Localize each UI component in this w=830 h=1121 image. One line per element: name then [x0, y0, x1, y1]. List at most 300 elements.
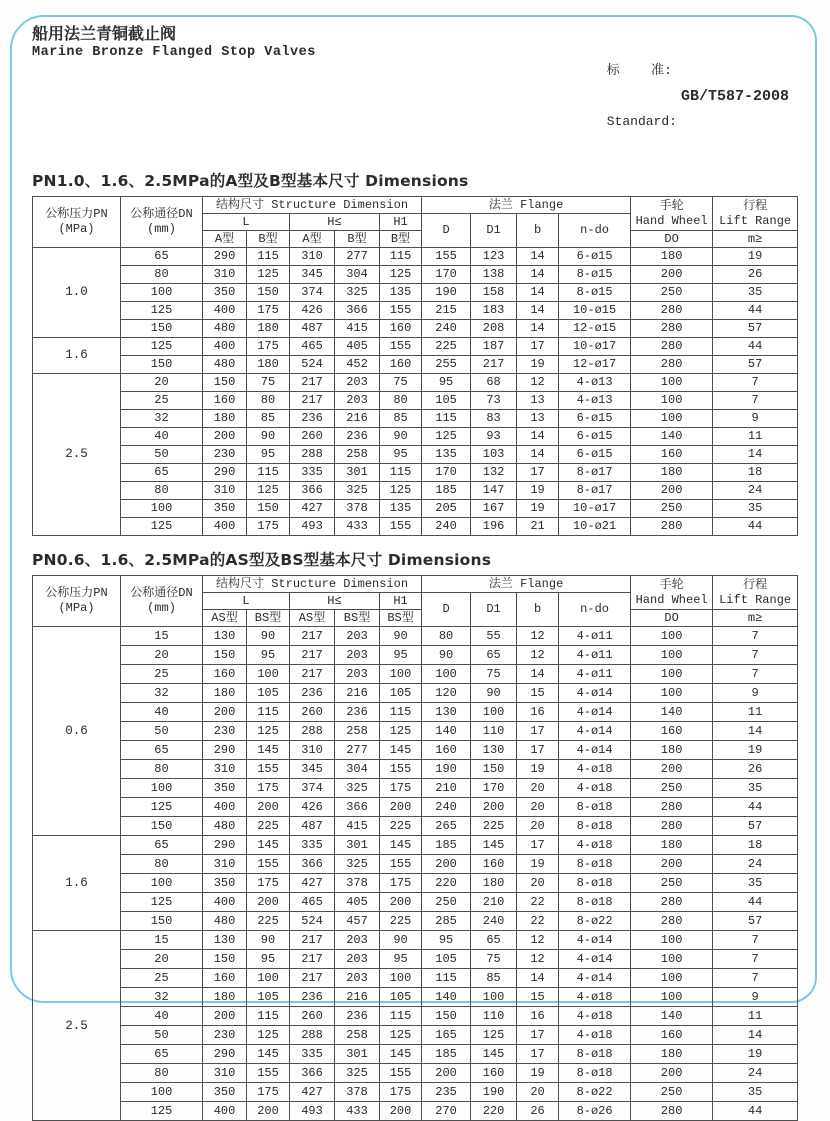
value-cell: 250 — [631, 284, 713, 302]
value-cell: 236 — [290, 988, 335, 1007]
value-cell: 115 — [380, 1007, 422, 1026]
value-cell: 22 — [517, 893, 559, 912]
value-cell: 115 — [422, 969, 471, 988]
col-header-handwheel: 手轮 Hand Wheel — [631, 576, 713, 610]
value-cell: 17 — [517, 1026, 559, 1045]
value-cell: 203 — [335, 392, 380, 410]
value-cell: 175 — [247, 1083, 290, 1102]
value-cell: 14 — [713, 722, 798, 741]
value-cell: 10-ø17 — [559, 338, 631, 356]
value-cell: 95 — [380, 446, 422, 464]
value-cell: 90 — [247, 627, 290, 646]
value-cell: 100 — [422, 665, 471, 684]
value-cell: 7 — [713, 374, 798, 392]
value-cell: 21 — [517, 518, 559, 536]
value-cell: 236 — [290, 410, 335, 428]
value-cell: 57 — [713, 912, 798, 931]
section-title-asbs: PN0.6、1.6、2.5MPa的AS型及BS型基本尺寸 Dimensions — [32, 551, 492, 569]
value-cell: 250 — [422, 893, 471, 912]
value-cell: 8-ø18 — [559, 855, 631, 874]
value-cell: 132 — [471, 464, 517, 482]
value-cell: 16 — [517, 1007, 559, 1026]
value-cell: 480 — [203, 356, 247, 374]
value-cell: 44 — [713, 518, 798, 536]
value-cell: 12 — [517, 627, 559, 646]
value-cell: 196 — [471, 518, 517, 536]
value-cell: 8-ø17 — [559, 482, 631, 500]
value-cell: 95 — [380, 950, 422, 969]
value-cell: 15 — [517, 988, 559, 1007]
dimensions-table-ab — [32, 196, 798, 536]
value-cell: 14 — [517, 248, 559, 266]
table-row — [33, 446, 798, 464]
value-cell: 290 — [203, 248, 247, 266]
value-cell: 19 — [517, 855, 559, 874]
value-cell: 240 — [422, 320, 471, 338]
value-cell: 304 — [335, 760, 380, 779]
doc-title-zh: 船用法兰青铜截止阀 — [32, 24, 177, 43]
value-cell: 4-ø14 — [559, 741, 631, 760]
value-cell: 480 — [203, 912, 247, 931]
value-cell: 175 — [247, 874, 290, 893]
value-cell: 35 — [713, 874, 798, 893]
value-cell: 8-ø15 — [559, 284, 631, 302]
value-cell: 180 — [631, 464, 713, 482]
value-cell: 200 — [380, 798, 422, 817]
value-cell: 415 — [335, 817, 380, 836]
table-body — [33, 248, 798, 536]
value-cell: 190 — [422, 760, 471, 779]
value-cell: 13 — [517, 392, 559, 410]
value-cell: 427 — [290, 1083, 335, 1102]
value-cell: 217 — [290, 931, 335, 950]
dn-cell: 65 — [121, 248, 203, 266]
value-cell: 35 — [713, 779, 798, 798]
value-cell: 10-ø21 — [559, 518, 631, 536]
value-cell: 35 — [713, 1083, 798, 1102]
value-cell: 100 — [631, 646, 713, 665]
table-row — [33, 248, 798, 266]
value-cell: 10-ø15 — [559, 302, 631, 320]
dn-cell: 40 — [121, 428, 203, 446]
value-cell: 180 — [203, 988, 247, 1007]
value-cell: 95 — [247, 950, 290, 969]
value-cell: 115 — [247, 703, 290, 722]
value-cell: 155 — [247, 1064, 290, 1083]
value-cell: 217 — [290, 950, 335, 969]
col-header-ndo: n-do — [559, 214, 631, 248]
value-cell: 90 — [380, 931, 422, 950]
col-header-structure: 结构尺寸 Structure Dimension — [203, 576, 422, 593]
col-header-flange: 法兰 Flange — [422, 197, 631, 214]
value-cell: 150 — [203, 646, 247, 665]
value-cell: 18 — [713, 836, 798, 855]
value-cell: 175 — [380, 874, 422, 893]
value-cell: 100 — [247, 969, 290, 988]
value-cell: 14 — [517, 320, 559, 338]
value-cell: 250 — [631, 779, 713, 798]
value-cell: 68 — [471, 374, 517, 392]
value-cell: 290 — [203, 1045, 247, 1064]
value-cell: 6-ø15 — [559, 428, 631, 446]
value-cell: 145 — [380, 1045, 422, 1064]
standard-label-zh: 标 准: — [606, 63, 672, 78]
value-cell: 240 — [471, 912, 517, 931]
dn-cell: 150 — [121, 356, 203, 374]
value-cell: 85 — [471, 969, 517, 988]
table-row — [33, 338, 798, 356]
col-header-lift: 行程 Lift Range — [713, 197, 798, 231]
value-cell: 17 — [517, 338, 559, 356]
dn-cell: 50 — [121, 1026, 203, 1045]
value-cell: 14 — [517, 446, 559, 464]
dn-cell: 32 — [121, 684, 203, 703]
value-cell: 44 — [713, 1102, 798, 1121]
value-cell: 85 — [380, 410, 422, 428]
value-cell: 155 — [380, 338, 422, 356]
table-row — [33, 912, 798, 931]
col-header-handwheel-do: DO — [631, 610, 713, 627]
value-cell: 12-ø17 — [559, 356, 631, 374]
table-row — [33, 266, 798, 284]
col-header-type-a: A型 — [203, 231, 247, 248]
value-cell: 4-ø11 — [559, 665, 631, 684]
value-cell: 301 — [335, 464, 380, 482]
value-cell: 4-ø14 — [559, 703, 631, 722]
value-cell: 236 — [335, 1007, 380, 1026]
value-cell: 57 — [713, 320, 798, 338]
value-cell: 6-ø15 — [559, 410, 631, 428]
value-cell: 200 — [203, 428, 247, 446]
dn-cell: 25 — [121, 392, 203, 410]
value-cell: 125 — [247, 266, 290, 284]
value-cell: 24 — [713, 1064, 798, 1083]
value-cell: 123 — [471, 248, 517, 266]
value-cell: 258 — [335, 722, 380, 741]
pn-group-cell: 1.6 — [33, 836, 121, 931]
value-cell: 6-ø15 — [559, 446, 631, 464]
value-cell: 4-ø14 — [559, 969, 631, 988]
value-cell: 260 — [290, 703, 335, 722]
value-cell: 10-ø17 — [559, 500, 631, 518]
value-cell: 180 — [247, 356, 290, 374]
table-row — [33, 356, 798, 374]
value-cell: 170 — [471, 779, 517, 798]
table-row — [33, 665, 798, 684]
col-header-H1: H1 — [380, 214, 422, 231]
value-cell: 427 — [290, 874, 335, 893]
value-cell: 24 — [713, 855, 798, 874]
col-header-handwheel-do: DO — [631, 231, 713, 248]
col-header-type-a: AS型 — [290, 610, 335, 627]
dn-cell: 65 — [121, 464, 203, 482]
value-cell: 325 — [335, 855, 380, 874]
value-cell: 135 — [380, 500, 422, 518]
value-cell: 200 — [247, 893, 290, 912]
value-cell: 325 — [335, 779, 380, 798]
col-header-D1: D1 — [471, 214, 517, 248]
value-cell: 85 — [247, 410, 290, 428]
value-cell: 20 — [517, 779, 559, 798]
value-cell: 44 — [713, 338, 798, 356]
value-cell: 155 — [380, 855, 422, 874]
value-cell: 20 — [517, 817, 559, 836]
value-cell: 433 — [335, 1102, 380, 1121]
value-cell: 524 — [290, 356, 335, 374]
value-cell: 236 — [335, 428, 380, 446]
value-cell: 200 — [631, 266, 713, 284]
value-cell: 190 — [471, 1083, 517, 1102]
table-header — [33, 576, 798, 627]
value-cell: 65 — [471, 646, 517, 665]
value-cell: 405 — [335, 893, 380, 912]
value-cell: 203 — [335, 969, 380, 988]
value-cell: 95 — [422, 374, 471, 392]
value-cell: 17 — [517, 464, 559, 482]
value-cell: 110 — [471, 722, 517, 741]
col-header-handwheel: 手轮 Hand Wheel — [631, 197, 713, 231]
value-cell: 180 — [203, 684, 247, 703]
value-cell: 147 — [471, 482, 517, 500]
value-cell: 280 — [631, 338, 713, 356]
dn-cell: 125 — [121, 798, 203, 817]
col-header-dn: 公称通径DN (mm) — [121, 197, 203, 248]
value-cell: 44 — [713, 302, 798, 320]
table-row — [33, 1007, 798, 1026]
col-header-type-b: B型 — [247, 231, 290, 248]
value-cell: 115 — [247, 464, 290, 482]
value-cell: 90 — [380, 627, 422, 646]
value-cell: 19 — [713, 248, 798, 266]
value-cell: 433 — [335, 518, 380, 536]
value-cell: 203 — [335, 665, 380, 684]
dn-cell: 50 — [121, 722, 203, 741]
value-cell: 100 — [631, 684, 713, 703]
value-cell: 125 — [422, 428, 471, 446]
table-row — [33, 703, 798, 722]
value-cell: 220 — [471, 1102, 517, 1121]
value-cell: 125 — [380, 266, 422, 284]
col-header-type-b: BS型 — [380, 610, 422, 627]
table-row — [33, 1026, 798, 1045]
value-cell: 183 — [471, 302, 517, 320]
dn-cell: 100 — [121, 500, 203, 518]
value-cell: 400 — [203, 302, 247, 320]
value-cell: 9 — [713, 410, 798, 428]
value-cell: 100 — [471, 988, 517, 1007]
value-cell: 4-ø11 — [559, 627, 631, 646]
table-row — [33, 500, 798, 518]
value-cell: 20 — [517, 874, 559, 893]
value-cell: 90 — [380, 428, 422, 446]
value-cell: 200 — [631, 855, 713, 874]
value-cell: 288 — [290, 1026, 335, 1045]
value-cell: 115 — [380, 703, 422, 722]
dn-cell: 125 — [121, 1102, 203, 1121]
dn-cell: 80 — [121, 855, 203, 874]
value-cell: 465 — [290, 338, 335, 356]
value-cell: 185 — [422, 482, 471, 500]
value-cell: 260 — [290, 428, 335, 446]
value-cell: 175 — [247, 338, 290, 356]
value-cell: 20 — [517, 798, 559, 817]
value-cell: 140 — [422, 722, 471, 741]
col-header-lift-m: m≥ — [713, 610, 798, 627]
col-header-structure: 结构尺寸 Structure Dimension — [203, 197, 422, 214]
value-cell: 250 — [631, 1083, 713, 1102]
value-cell: 155 — [380, 760, 422, 779]
value-cell: 115 — [380, 248, 422, 266]
value-cell: 217 — [290, 665, 335, 684]
value-cell: 160 — [203, 392, 247, 410]
dn-cell: 150 — [121, 817, 203, 836]
value-cell: 310 — [203, 1064, 247, 1083]
doc-title-en: Marine Bronze Flanged Stop Valves — [32, 45, 316, 60]
value-cell: 4-ø18 — [559, 988, 631, 1007]
value-cell: 426 — [290, 798, 335, 817]
value-cell: 16 — [517, 703, 559, 722]
value-cell: 14 — [713, 446, 798, 464]
value-cell: 20 — [517, 1083, 559, 1102]
dn-cell: 125 — [121, 302, 203, 320]
value-cell: 8-ø22 — [559, 1083, 631, 1102]
value-cell: 335 — [290, 836, 335, 855]
table-row — [33, 284, 798, 302]
value-cell: 180 — [631, 248, 713, 266]
value-cell: 7 — [713, 665, 798, 684]
value-cell: 150 — [471, 760, 517, 779]
value-cell: 180 — [631, 741, 713, 760]
table-row — [33, 1083, 798, 1102]
value-cell: 12 — [517, 931, 559, 950]
col-header-L: L — [203, 214, 290, 231]
value-cell: 44 — [713, 893, 798, 912]
value-cell: 150 — [247, 500, 290, 518]
value-cell: 7 — [713, 646, 798, 665]
col-header-pn: 公称压力PN (MPa) — [33, 576, 121, 627]
standard-block — [607, 28, 789, 164]
value-cell: 350 — [203, 500, 247, 518]
value-cell: 210 — [471, 893, 517, 912]
value-cell: 160 — [380, 356, 422, 374]
value-cell: 8-ø18 — [559, 817, 631, 836]
dn-cell: 65 — [121, 741, 203, 760]
value-cell: 452 — [335, 356, 380, 374]
value-cell: 200 — [471, 798, 517, 817]
value-cell: 236 — [335, 703, 380, 722]
value-cell: 8-ø26 — [559, 1102, 631, 1121]
value-cell: 200 — [380, 1102, 422, 1121]
value-cell: 258 — [335, 446, 380, 464]
value-cell: 325 — [335, 284, 380, 302]
value-cell: 457 — [335, 912, 380, 931]
dn-cell: 100 — [121, 779, 203, 798]
table-row — [33, 969, 798, 988]
col-header-b: b — [517, 593, 559, 627]
value-cell: 105 — [422, 950, 471, 969]
table-row — [33, 482, 798, 500]
table-row — [33, 428, 798, 446]
value-cell: 366 — [335, 302, 380, 320]
value-cell: 200 — [422, 855, 471, 874]
value-cell: 150 — [422, 1007, 471, 1026]
table-row — [33, 950, 798, 969]
value-cell: 75 — [471, 950, 517, 969]
pn-group-cell: 0.6 — [33, 627, 121, 836]
value-cell: 19 — [517, 482, 559, 500]
col-header-D: D — [422, 214, 471, 248]
value-cell: 200 — [631, 1064, 713, 1083]
dn-cell: 15 — [121, 931, 203, 950]
value-cell: 203 — [335, 374, 380, 392]
value-cell: 145 — [247, 836, 290, 855]
dn-cell: 80 — [121, 1064, 203, 1083]
value-cell: 225 — [380, 912, 422, 931]
value-cell: 160 — [471, 1064, 517, 1083]
value-cell: 100 — [631, 627, 713, 646]
col-header-type-b: B型 — [380, 231, 422, 248]
value-cell: 487 — [290, 320, 335, 338]
value-cell: 350 — [203, 779, 247, 798]
value-cell: 8-ø18 — [559, 798, 631, 817]
table-row — [33, 627, 798, 646]
dn-cell: 40 — [121, 1007, 203, 1026]
value-cell: 4-ø18 — [559, 760, 631, 779]
value-cell: 158 — [471, 284, 517, 302]
value-cell: 175 — [247, 518, 290, 536]
table-row — [33, 836, 798, 855]
value-cell: 150 — [203, 374, 247, 392]
value-cell: 14 — [517, 665, 559, 684]
value-cell: 280 — [631, 893, 713, 912]
value-cell: 155 — [247, 760, 290, 779]
value-cell: 155 — [422, 248, 471, 266]
value-cell: 145 — [247, 741, 290, 760]
value-cell: 9 — [713, 684, 798, 703]
value-cell: 155 — [380, 1064, 422, 1083]
col-header-D: D — [422, 593, 471, 627]
value-cell: 165 — [422, 1026, 471, 1045]
dn-cell: 65 — [121, 836, 203, 855]
value-cell: 44 — [713, 798, 798, 817]
value-cell: 9 — [713, 988, 798, 1007]
value-cell: 14 — [713, 1026, 798, 1045]
value-cell: 200 — [247, 798, 290, 817]
value-cell: 83 — [471, 410, 517, 428]
value-cell: 65 — [471, 931, 517, 950]
value-cell: 405 — [335, 338, 380, 356]
title-block — [32, 24, 316, 62]
value-cell: 493 — [290, 1102, 335, 1121]
value-cell: 22 — [517, 912, 559, 931]
value-cell: 325 — [335, 482, 380, 500]
dn-cell: 80 — [121, 482, 203, 500]
value-cell: 26 — [713, 760, 798, 779]
value-cell: 185 — [422, 836, 471, 855]
value-cell: 350 — [203, 874, 247, 893]
value-cell: 225 — [471, 817, 517, 836]
value-cell: 310 — [203, 482, 247, 500]
value-cell: 57 — [713, 356, 798, 374]
value-cell: 75 — [247, 374, 290, 392]
value-cell: 180 — [631, 1045, 713, 1064]
section-title-ab: PN1.0、1.6、2.5MPa的A型及B型基本尺寸 Dimensions — [32, 172, 469, 190]
value-cell: 80 — [422, 627, 471, 646]
dn-cell: 80 — [121, 266, 203, 284]
value-cell: 17 — [517, 722, 559, 741]
value-cell: 230 — [203, 722, 247, 741]
table-row — [33, 722, 798, 741]
